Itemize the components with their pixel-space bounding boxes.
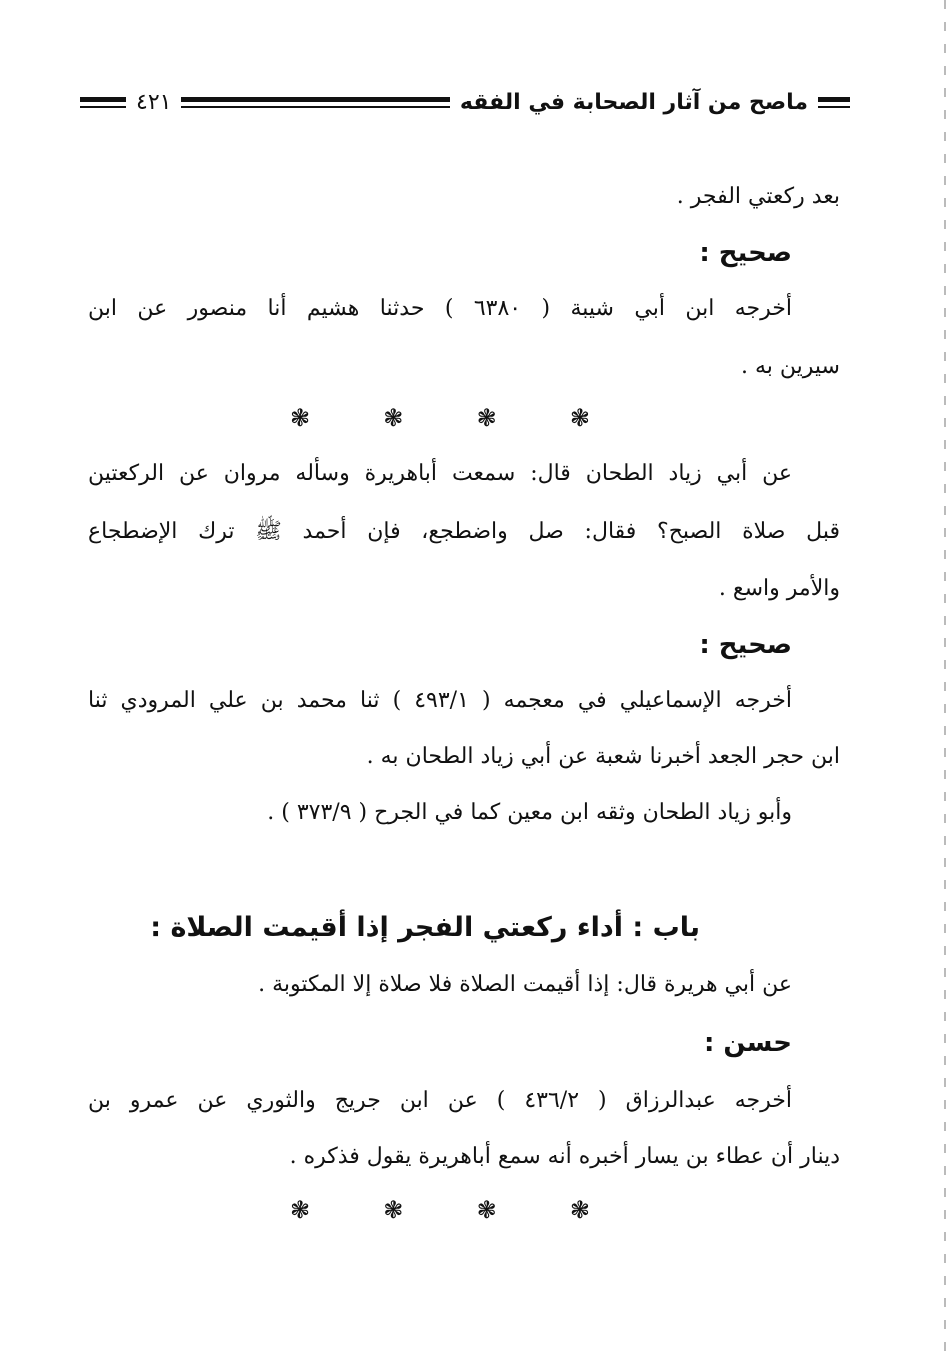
- asterism-icon: ❃: [383, 404, 404, 432]
- text-line: وأبو زياد الطحان وثقه ابن معين كما في الجرح ( ٣٧٣/٩ ) .: [267, 800, 792, 825]
- header-rule-middle: [181, 97, 449, 108]
- asterism-icon: ❃: [383, 1196, 404, 1224]
- grading-label: صحيح :: [699, 238, 792, 268]
- asterism-icon: ❃: [569, 404, 590, 432]
- page-edge-dots: [944, 0, 946, 1362]
- page-header: [80, 82, 850, 122]
- header-rule-left: [80, 97, 126, 108]
- text-line: عن أبي هريرة قال: إذا أقيمت الصلاة فلا صلاة إلا المكتوبة .: [258, 972, 792, 997]
- grading-label: صحيح :: [699, 630, 792, 660]
- asterism-icon: ❃: [476, 404, 497, 432]
- text-line: أخرجه الإسماعيلي في معجمه ( ٤٩٣/١ ) ثنا محمد بن علي المرودي ثنا: [88, 688, 792, 713]
- header-title: ماصح من آثار الصحابة في الفقه: [459, 89, 808, 115]
- text-line: دينار أن عطاء بن يسار أخبره أنه سمع أباهريرة يقول فذكره .: [289, 1144, 840, 1169]
- text-line: ابن حجر الجعد أخبرنا شعبة عن أبي زياد الطحان به .: [366, 744, 840, 769]
- text-line: والأمر واسع .: [718, 576, 840, 601]
- grading-label: حسن :: [703, 1028, 792, 1058]
- asterism-icon: ❃: [290, 404, 311, 432]
- text-line: بعد ركعتي الفجر .: [676, 184, 840, 209]
- section-separator: [290, 404, 590, 432]
- text-line: أخرجه ابن أبي شيبة ( ٦٣٨٠ ) حدثنا هشيم أنا منصور عن ابن: [88, 296, 792, 321]
- text-line: عن أبي زياد الطحان قال: سمعت أباهريرة وسأله مروان عن الركعتين: [88, 461, 792, 486]
- chapter-heading: باب : أداء ركعتي الفجر إذا أقيمت الصلاة :: [150, 912, 700, 943]
- text-line: أخرجه عبدالرزاق ( ٤٣٦/٢ ) عن ابن جريج والثوري عن عمرو بن: [88, 1088, 792, 1113]
- asterism-icon: ❃: [569, 1196, 590, 1224]
- asterism-icon: ❃: [290, 1196, 311, 1224]
- text-line: قبل صلاة الصبح؟ فقال: صل واضطجع، فإن أحمد ﷺ ترك الإضطجاع: [88, 519, 840, 544]
- text-line: سيرين به .: [741, 354, 840, 379]
- asterism-icon: ❃: [476, 1196, 497, 1224]
- header-rule-right: [818, 97, 850, 108]
- section-separator: [290, 1196, 590, 1224]
- page-number: ٤٢١: [136, 89, 172, 115]
